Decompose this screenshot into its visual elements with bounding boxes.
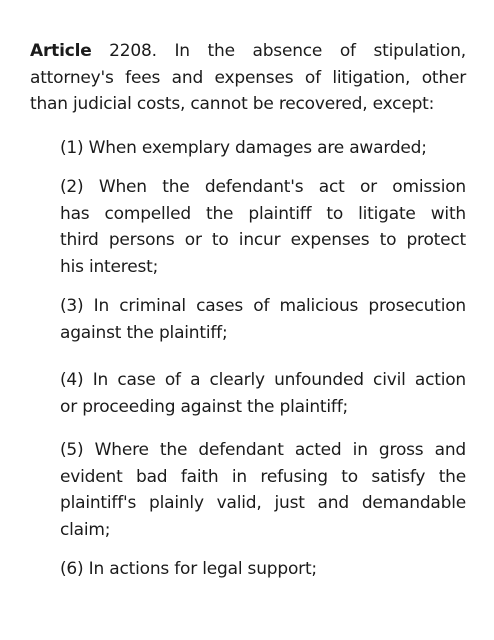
- item-line: plaintiff's plainly valid, just and demandable: [60, 493, 466, 513]
- exception-item-6: [60, 556, 466, 583]
- article-label: Article: [30, 41, 92, 61]
- exception-item-2: [60, 174, 466, 280]
- exception-item-4: [60, 367, 466, 420]
- exception-item-1: [60, 135, 466, 162]
- intro-line: than judicial costs, cannot be recovered, except:: [30, 94, 435, 114]
- item-line: third persons or to incur expenses to protect: [60, 230, 466, 250]
- intro-line: attorney's fees and expenses of litigation, other: [30, 67, 466, 88]
- intro-line: [30, 38, 466, 65]
- item-line: or proceeding against the plaintiff;: [60, 396, 349, 417]
- item-line: against the plaintiff;: [60, 322, 228, 343]
- article-intro-text: 2208. In the absence of stipulation,: [91, 41, 466, 61]
- item-line: claim;: [60, 519, 111, 540]
- item-line: (3) In criminal cases of malicious prosecution: [60, 296, 466, 316]
- item-line: his interest;: [60, 256, 159, 277]
- item-line: has compelled the plaintiff to litigate with: [60, 203, 466, 224]
- article-intro: [30, 38, 466, 118]
- exception-item-3: [60, 293, 466, 346]
- item-line: (5) Where the defendant acted in gross and: [60, 440, 466, 460]
- item-line: (4) In case of a clearly unfounded civil action: [60, 370, 466, 390]
- item-line: (6) In actions for legal support;: [60, 559, 317, 579]
- item-line: (1) When exemplary damages are awarded;: [60, 138, 427, 158]
- item-line: (2) When the defendant's act or omission: [60, 177, 466, 197]
- exception-item-5: [60, 437, 466, 543]
- item-line: evident bad faith in refusing to satisfy the: [60, 466, 466, 487]
